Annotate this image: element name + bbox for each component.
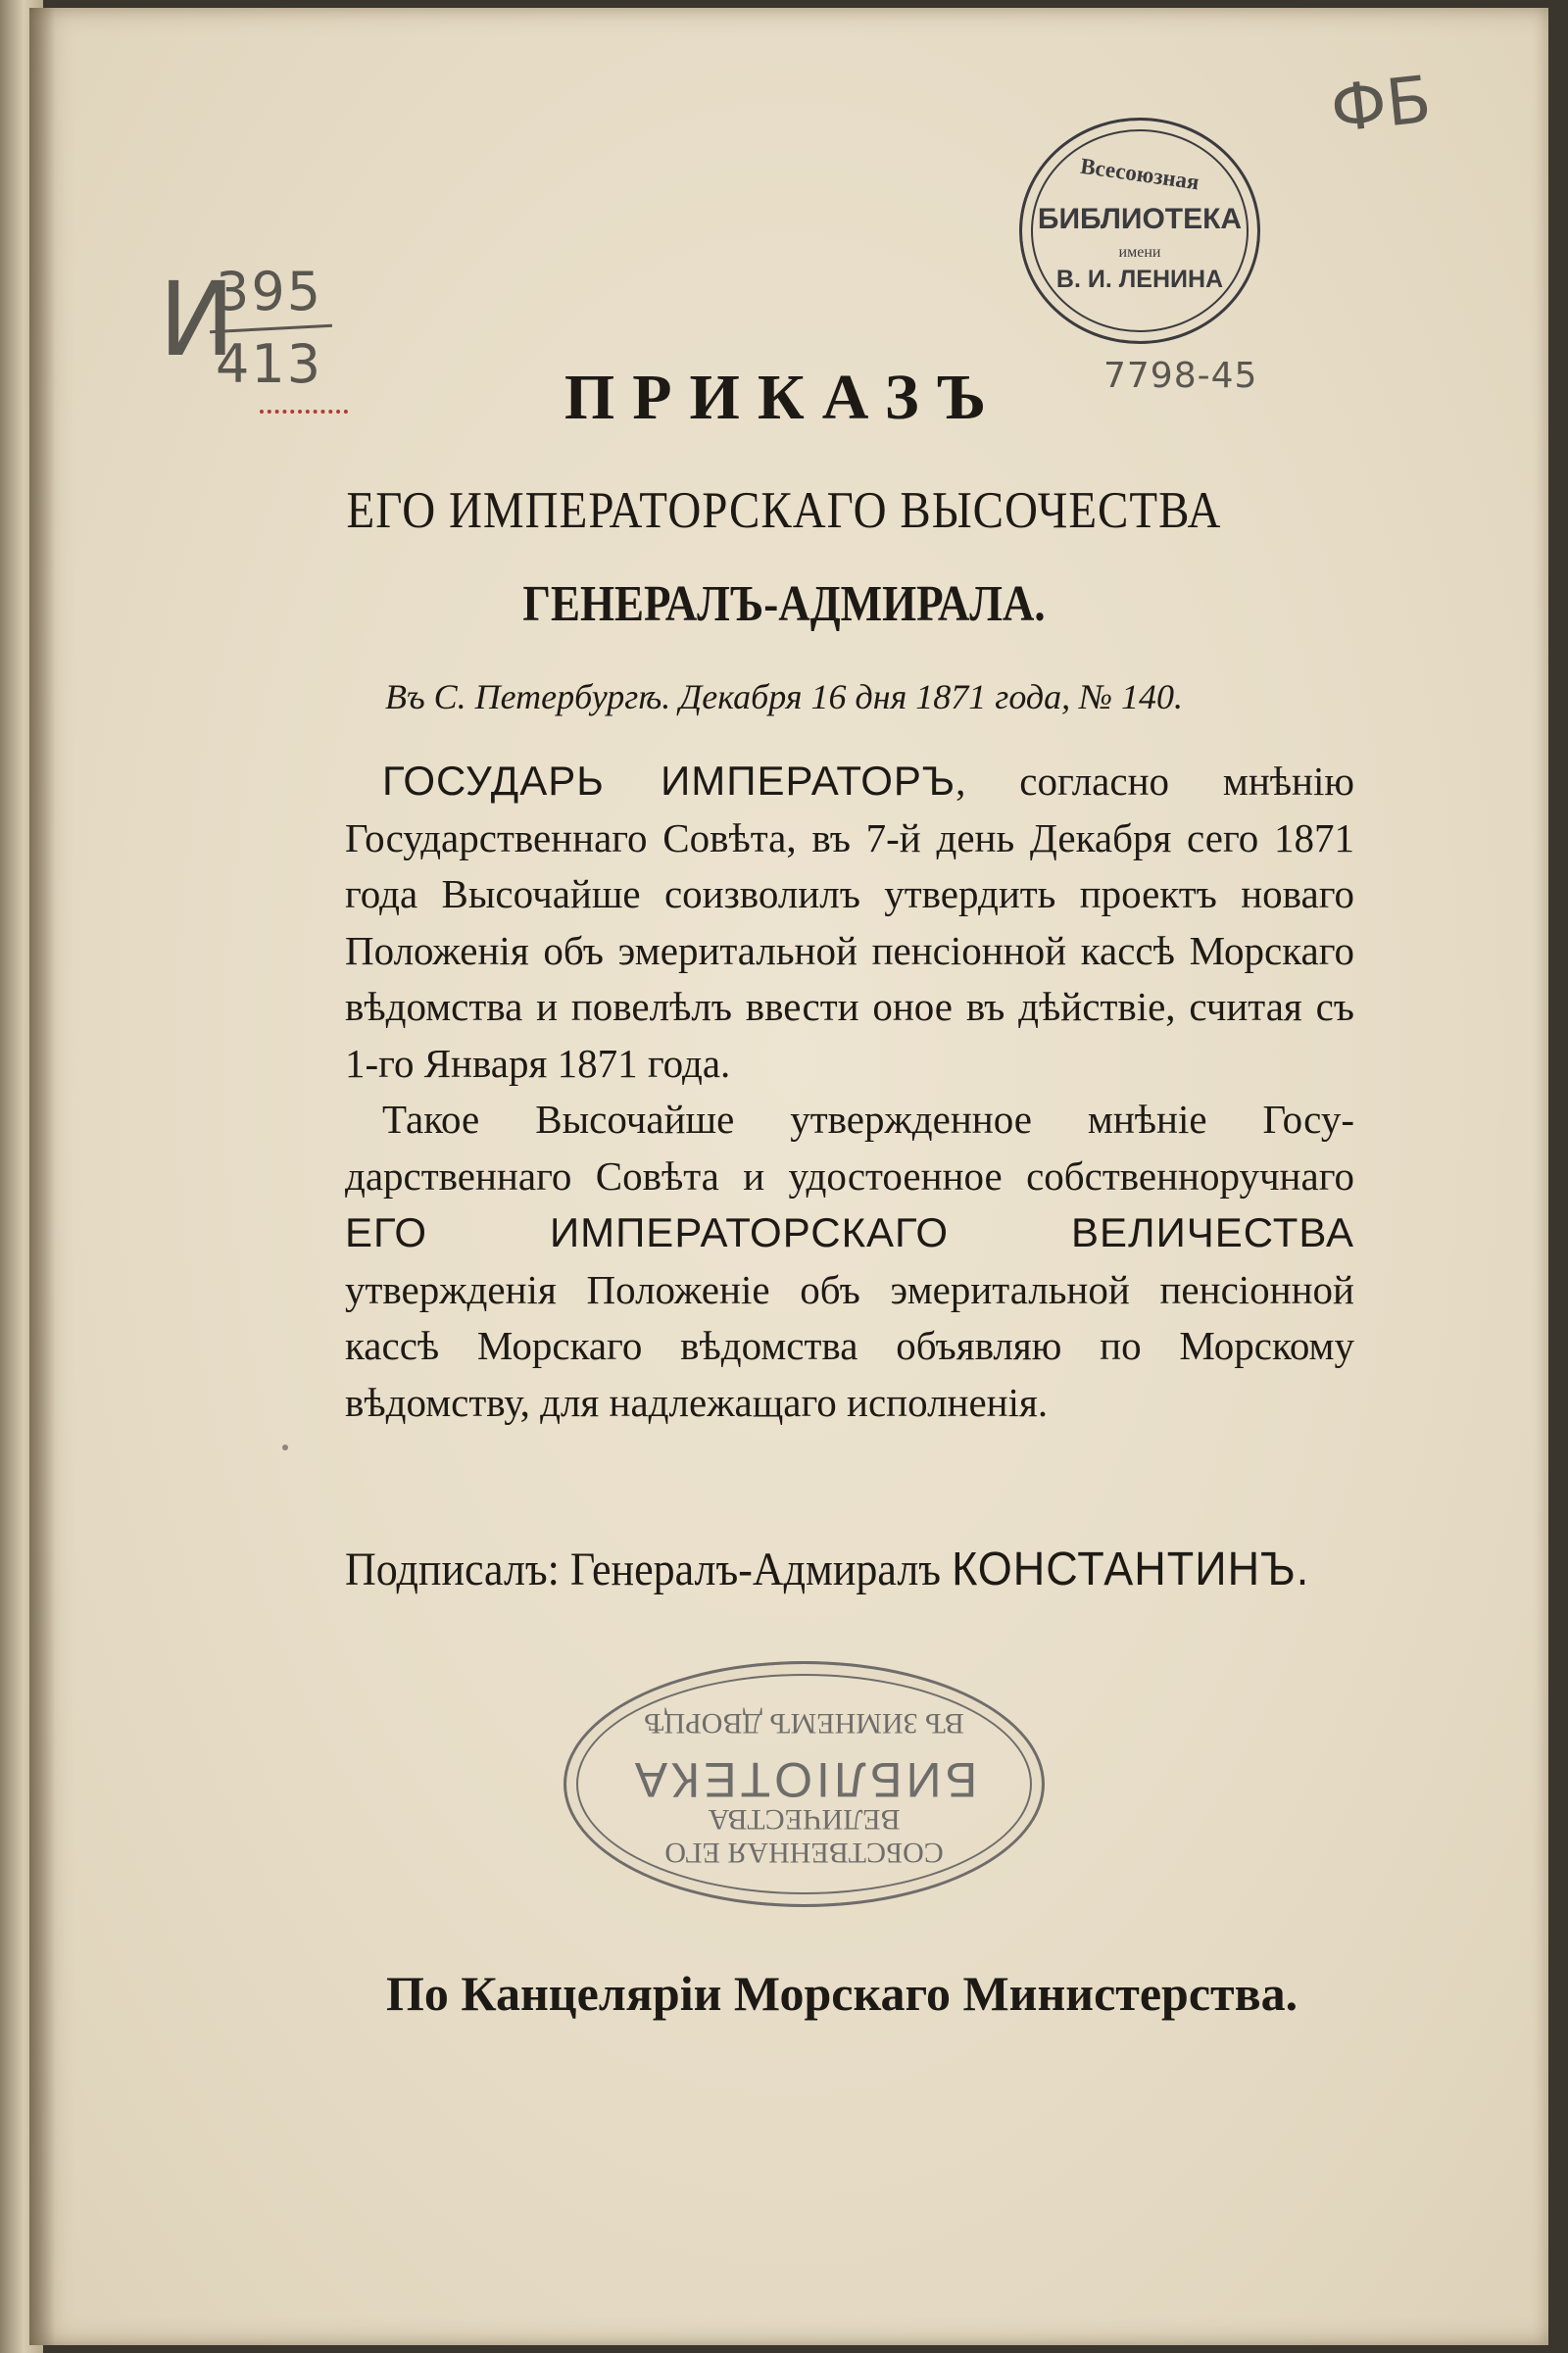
winter-palace-library-stamp: [564, 1661, 1045, 1907]
stamp-bottom-line1: СОБСТВЕННАЯ ЕГО ВЕЛИЧЕСТВА: [664, 1803, 944, 1869]
paragraph-2-end: утвержденія Положеніе объ эмеритальной пенсіонной кассѣ Морскаго вѣдомства объявляю по Морскому вѣдомству, для надлежащаго исполненія.: [345, 1266, 1354, 1425]
shelf-number-top: 395: [216, 261, 323, 322]
paper-speck: [282, 1445, 288, 1450]
paragraph-1-text: , согласно мнѣнію Государственнаго Совѣта, въ 7-й день Декабря сего 1871 года Высочайше соизволилъ утвердить проектъ новаго Положенія объ эмеритальной пенсіонной кассѣ Морскаго вѣдомства и повелѣлъ ввести оное въ дѣйствіе, считая съ 1-го Января 1871 года.: [345, 759, 1355, 1086]
corner-note: ФБ: [1327, 61, 1435, 148]
document-body: [345, 753, 1354, 1431]
paragraph-2-caps: ЕГО ИМПЕРАТОРСКАГО ВЕЛИЧЕСТВА: [345, 1209, 1354, 1255]
footer-text: По Канцеляріи Морскаго Министерства.: [386, 1966, 1298, 2021]
accession-number: 7798-45: [1103, 356, 1258, 396]
signature-name: КОНСТАНТИНЪ.: [952, 1541, 1310, 1595]
document-footer: [345, 1957, 1354, 2030]
stamp-top-line3: имени: [1118, 244, 1161, 261]
document-dateline: Въ С. Петербургѣ. Декабря 16 дня 1871 года, № 140.: [384, 677, 1184, 716]
stamp-top-line1: Всесоюзная: [1078, 153, 1201, 195]
page-gutter-shadow: [29, 8, 55, 2345]
shelf-number-bottom: 413: [216, 333, 323, 395]
document-subtitle-2: ГЕНЕРАЛЪ-АДМИРАЛА.: [522, 575, 1046, 632]
document-title: ПРИКАЗЪ: [564, 362, 1004, 433]
signature-line: [345, 1542, 1354, 1596]
stamp-bottom-line3: ВЪ ЗИМНЕМЪ ДВОРЦѢ: [644, 1707, 964, 1740]
paragraph-2: [345, 1092, 1354, 1431]
paragraph-2-start: Такое Высочайше утвержденное мнѣніе Государственнаго Совѣта и удостоенное собственноручнаго: [345, 1097, 1354, 1199]
document-subtitle-1: ЕГО ИМПЕРАТОРСКАГО ВЫСОЧЕСТВА: [346, 481, 1222, 540]
lenin-library-stamp: [1019, 118, 1260, 344]
signature-prefix: Подписалъ: Генералъ-Адмиралъ: [345, 1544, 953, 1595]
stamp-bottom-line2: БИБЛІОТЕКА: [630, 1752, 978, 1807]
stamp-top-line4: В. И. ЛЕНИНА: [1055, 266, 1224, 293]
paragraph-1: [345, 753, 1354, 1092]
paragraph-1-lead: ГОСУДАРЬ ИМПЕРАТОРЪ: [382, 758, 956, 804]
stamp-top-line2: БИБЛИОТЕКА: [1037, 203, 1243, 235]
shelf-mark-prefix: И: [159, 260, 235, 379]
